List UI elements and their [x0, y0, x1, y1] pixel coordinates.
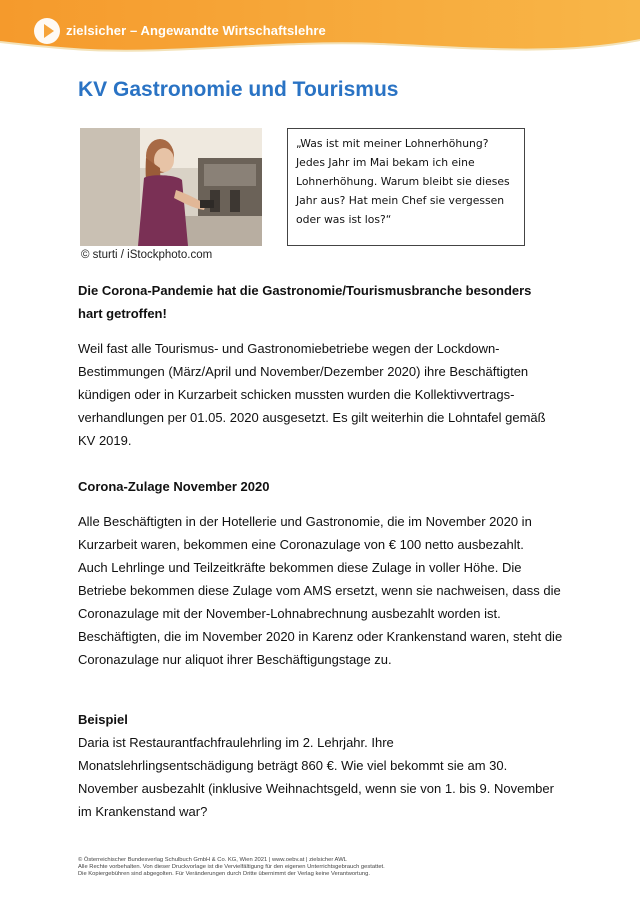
zulage-heading: Corona-Zulage November 2020: [78, 479, 270, 494]
zulage-text-1: Alle Beschäftigten in der Hotellerie und Gastronomie, die im November 2020 in Kurzarbeit waren, bekommen eine Coronazulage von € 100 netto ausbezahlt.: [78, 514, 532, 552]
header-band: [0, 0, 640, 62]
play-icon: [44, 24, 54, 38]
intro-paragraph: [78, 337, 564, 452]
footer-rights: Alle Rechte vorbehalten. Von dieser Druckvorlage ist die Vervielfältigung für den eigenen Unterrichtsgebrauch gestattet.: [78, 864, 385, 870]
intro-heading: Die Corona-Pandemie hat die Gastronomie/Tourismusbranche besonders hart getroffen!: [78, 283, 532, 321]
photo-credit: © sturti / iStockphoto.com: [81, 249, 213, 261]
zulage-paragraph: [78, 510, 564, 671]
quote-line: „Was ist mit meiner Lohnerhöhung?: [296, 137, 489, 150]
barista-photo: [80, 128, 262, 246]
intro-text: Weil fast alle Tourismus- und Gastronomiebetriebe wegen der Lockdown-Bestimmungen (März/April und November/Dezember 2020) ihre Beschäftigten kündigen oder in Kurzarbeit schicken mussten wurden die Kollektivvertrags-verhandlungen per 01.05. 2020 ausgesetzt. Es gilt weiterhin die Lohntafel gemäß KV 2019.: [78, 341, 546, 448]
beispiel-paragraph: [78, 731, 564, 823]
quote-line: Jedes Jahr im Mai bekam ich eine: [296, 156, 475, 169]
brand-text: zielsicher – Angewandte Wirtschaftslehre: [66, 23, 326, 38]
beispiel-heading: Beispiel: [78, 712, 128, 727]
quote-line: Jahr aus? Hat mein Chef sie vergessen: [296, 194, 505, 207]
footer: [78, 857, 385, 878]
page-title: KV Gastronomie und Tourismus: [78, 78, 399, 101]
quote-box: [287, 128, 525, 246]
beispiel-text: Daria ist Restaurantfachfraulehrling im 2. Lehrjahr. Ihre Monatslehrlingsentschädigung beträgt 860 €. Wie viel bekommt sie am 30. November ausbezahlt (inklusive Weihnachtsgeld, wenn sie von 1. bis 9. November im Krankenstand war?: [78, 735, 554, 819]
quote-line: oder was ist los?“: [296, 213, 392, 226]
zulage-text-2: Auch Lehrlinge und Teilzeitkräfte bekommen diese Zulage in voller Höhe. Die Betriebe bekommen diese Zulage vom AMS ersetzt, wenn sie nachweisen, dass die Coronazulage mit der November-Lohnabrechnung ausbezahlt worden ist. Beschäftigten, die im November 2020 in Karenz oder Krankenstand waren, steht die Coronazulage nur aliquot ihrer Beschäftigungstage zu.: [78, 560, 563, 667]
footer-fees: Die Kopiergebühren sind abgegolten. Für Veränderungen durch Dritte übernimmt der Verlag keine Verantwortung.: [78, 871, 370, 877]
quote-line: Lohnerhöhung. Warum bleibt sie dieses: [296, 175, 510, 188]
footer-copyright: © Österreichischer Bundesverlag Schulbuch GmbH & Co. KG, Wien 2021 | www.oebv.at | zielsicher AWL: [78, 857, 347, 863]
